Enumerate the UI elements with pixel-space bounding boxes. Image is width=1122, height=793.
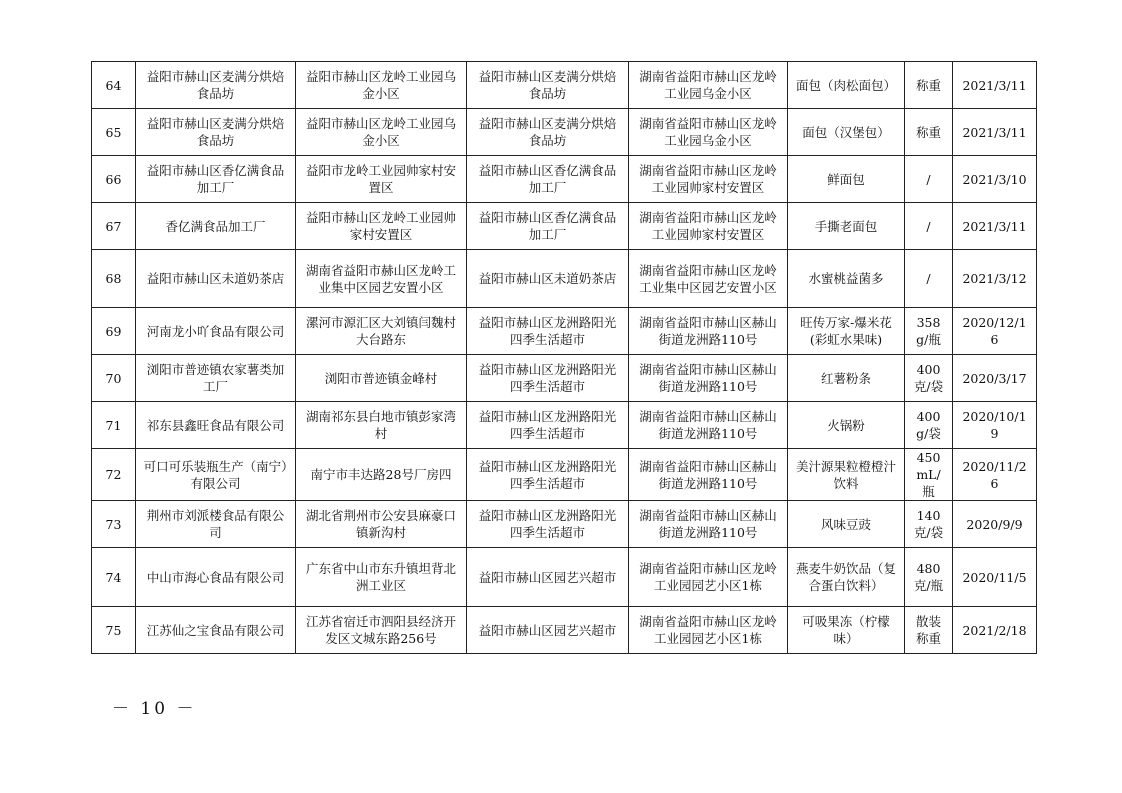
producer-address-cell: 益阳市赫山区龙岭工业园帅家村安置区 [296, 203, 467, 250]
producer-address-cell: 南宁市丰达路28号厂房四 [296, 449, 467, 501]
serial-number-cell: 71 [92, 402, 136, 449]
production-date-cell: 2021/3/11 [953, 203, 1037, 250]
seller-address-cell: 湖南省益阳市赫山区赫山街道龙洲路110号 [629, 501, 788, 548]
seller-address-cell: 湖南省益阳市赫山区赫山街道龙洲路110号 [629, 355, 788, 402]
producer-address-cell: 益阳市赫山区龙岭工业园乌金小区 [296, 109, 467, 156]
producer-name-cell: 中山市海心食品有限公司 [136, 548, 296, 607]
production-date-cell: 2021/3/11 [953, 109, 1037, 156]
producer-name-cell: 可口可乐装瓶生产（南宁）有限公司 [136, 449, 296, 501]
producer-address-cell: 湖南省益阳市赫山区龙岭工业集中区园艺安置小区 [296, 250, 467, 308]
producer-address-cell: 湖南祁东县白地市镇彭家湾村 [296, 402, 467, 449]
product-name-cell: 面包（汉堡包） [788, 109, 905, 156]
serial-number-cell: 74 [92, 548, 136, 607]
producer-name-cell: 益阳市赫山区麦满分烘焙食品坊 [136, 109, 296, 156]
product-name-cell: 可吸果冻（柠檬味） [788, 607, 905, 654]
producer-name-cell: 江苏仙之宝食品有限公司 [136, 607, 296, 654]
producer-address-cell: 广东省中山市东升镇坦背北洲工业区 [296, 548, 467, 607]
table-row [92, 548, 1037, 607]
seller-name-cell: 益阳市赫山区园艺兴超市 [467, 548, 629, 607]
production-date-cell: 2021/3/12 [953, 250, 1037, 308]
table-row [92, 449, 1037, 501]
seller-address-cell: 湖南省益阳市赫山区龙岭工业园乌金小区 [629, 109, 788, 156]
specification-cell: / [905, 203, 953, 250]
table-row [92, 62, 1037, 109]
serial-number-cell: 68 [92, 250, 136, 308]
serial-number-cell: 70 [92, 355, 136, 402]
producer-address-cell: 益阳市赫山区龙岭工业园乌金小区 [296, 62, 467, 109]
production-date-cell: 2020/9/9 [953, 501, 1037, 548]
product-name-cell: 燕麦牛奶饮品（复合蛋白饮料） [788, 548, 905, 607]
producer-name-cell: 益阳市赫山区未道奶茶店 [136, 250, 296, 308]
production-date-cell: 2020/11/5 [953, 548, 1037, 607]
table-row [92, 156, 1037, 203]
producer-name-cell: 香亿满食品加工厂 [136, 203, 296, 250]
seller-name-cell: 益阳市赫山区龙洲路阳光四季生活超市 [467, 449, 629, 501]
specification-cell: 480克/瓶 [905, 548, 953, 607]
specification-cell: 400克/袋 [905, 355, 953, 402]
producer-name-cell: 祁东县鑫旺食品有限公司 [136, 402, 296, 449]
food-inspection-table [91, 61, 1037, 654]
serial-number-cell: 65 [92, 109, 136, 156]
producer-name-cell: 益阳市赫山区麦满分烘焙食品坊 [136, 62, 296, 109]
seller-name-cell: 益阳市赫山区园艺兴超市 [467, 607, 629, 654]
seller-name-cell: 益阳市赫山区麦满分烘焙食品坊 [467, 62, 629, 109]
table-row [92, 501, 1037, 548]
product-name-cell: 旺传万家-爆米花(彩虹水果味) [788, 308, 905, 355]
seller-name-cell: 益阳市赫山区龙洲路阳光四季生活超市 [467, 402, 629, 449]
specification-cell: 358g/瓶 [905, 308, 953, 355]
seller-name-cell: 益阳市赫山区未道奶茶店 [467, 250, 629, 308]
seller-address-cell: 湖南省益阳市赫山区赫山街道龙洲路110号 [629, 308, 788, 355]
table-row [92, 250, 1037, 308]
production-date-cell: 2020/10/19 [953, 402, 1037, 449]
table-row [92, 203, 1037, 250]
seller-name-cell: 益阳市赫山区龙洲路阳光四季生活超市 [467, 355, 629, 402]
product-name-cell: 鲜面包 [788, 156, 905, 203]
specification-cell: / [905, 250, 953, 308]
specification-cell: 140克/袋 [905, 501, 953, 548]
producer-address-cell: 漯河市源汇区大刘镇闫魏村大台路东 [296, 308, 467, 355]
table-row [92, 607, 1037, 654]
product-name-cell: 风味豆豉 [788, 501, 905, 548]
product-name-cell: 火锅粉 [788, 402, 905, 449]
seller-address-cell: 湖南省益阳市赫山区龙岭工业园帅家村安置区 [629, 203, 788, 250]
seller-address-cell: 湖南省益阳市赫山区龙岭工业园园艺小区1栋 [629, 607, 788, 654]
page-number: － 10 － [112, 699, 197, 719]
seller-name-cell: 益阳市赫山区麦满分烘焙食品坊 [467, 109, 629, 156]
table-row [92, 355, 1037, 402]
production-date-cell: 2020/12/16 [953, 308, 1037, 355]
seller-name-cell: 益阳市赫山区龙洲路阳光四季生活超市 [467, 501, 629, 548]
serial-number-cell: 66 [92, 156, 136, 203]
product-name-cell: 水蜜桃益菌多 [788, 250, 905, 308]
serial-number-cell: 72 [92, 449, 136, 501]
product-name-cell: 美汁源果粒橙橙汁饮料 [788, 449, 905, 501]
serial-number-cell: 75 [92, 607, 136, 654]
specification-cell: 散装称重 [905, 607, 953, 654]
serial-number-cell: 64 [92, 62, 136, 109]
producer-address-cell: 江苏省宿迁市泗阳县经济开发区文城东路256号 [296, 607, 467, 654]
producer-address-cell: 湖北省荆州市公安县麻豪口镇新沟村 [296, 501, 467, 548]
product-name-cell: 面包（肉松面包） [788, 62, 905, 109]
serial-number-cell: 69 [92, 308, 136, 355]
seller-address-cell: 湖南省益阳市赫山区龙岭工业园园艺小区1栋 [629, 548, 788, 607]
seller-address-cell: 湖南省益阳市赫山区龙岭工业园乌金小区 [629, 62, 788, 109]
production-date-cell: 2020/11/26 [953, 449, 1037, 501]
producer-name-cell: 浏阳市普迹镇农家薯类加工厂 [136, 355, 296, 402]
production-date-cell: 2021/2/18 [953, 607, 1037, 654]
specification-cell: 称重 [905, 62, 953, 109]
table-row [92, 402, 1037, 449]
table-row [92, 109, 1037, 156]
specification-cell: / [905, 156, 953, 203]
seller-name-cell: 益阳市赫山区龙洲路阳光四季生活超市 [467, 308, 629, 355]
production-date-cell: 2020/3/17 [953, 355, 1037, 402]
production-date-cell: 2021/3/10 [953, 156, 1037, 203]
table-row [92, 308, 1037, 355]
product-name-cell: 手撕老面包 [788, 203, 905, 250]
seller-address-cell: 湖南省益阳市赫山区龙岭工业集中区园艺安置小区 [629, 250, 788, 308]
seller-address-cell: 湖南省益阳市赫山区赫山街道龙洲路110号 [629, 402, 788, 449]
specification-cell: 400g/袋 [905, 402, 953, 449]
product-name-cell: 红薯粉条 [788, 355, 905, 402]
production-date-cell: 2021/3/11 [953, 62, 1037, 109]
specification-cell: 称重 [905, 109, 953, 156]
seller-name-cell: 益阳市赫山区香亿满食品加工厂 [467, 156, 629, 203]
seller-name-cell: 益阳市赫山区香亿满食品加工厂 [467, 203, 629, 250]
seller-address-cell: 湖南省益阳市赫山区龙岭工业园帅家村安置区 [629, 156, 788, 203]
specification-cell: 450mL/瓶 [905, 449, 953, 501]
producer-name-cell: 益阳市赫山区香亿满食品加工厂 [136, 156, 296, 203]
producer-name-cell: 荆州市刘派楼食品有限公司 [136, 501, 296, 548]
seller-address-cell: 湖南省益阳市赫山区赫山街道龙洲路110号 [629, 449, 788, 501]
producer-name-cell: 河南龙小吖食品有限公司 [136, 308, 296, 355]
producer-address-cell: 浏阳市普迹镇金峰村 [296, 355, 467, 402]
producer-address-cell: 益阳市龙岭工业园帅家村安置区 [296, 156, 467, 203]
serial-number-cell: 73 [92, 501, 136, 548]
serial-number-cell: 67 [92, 203, 136, 250]
